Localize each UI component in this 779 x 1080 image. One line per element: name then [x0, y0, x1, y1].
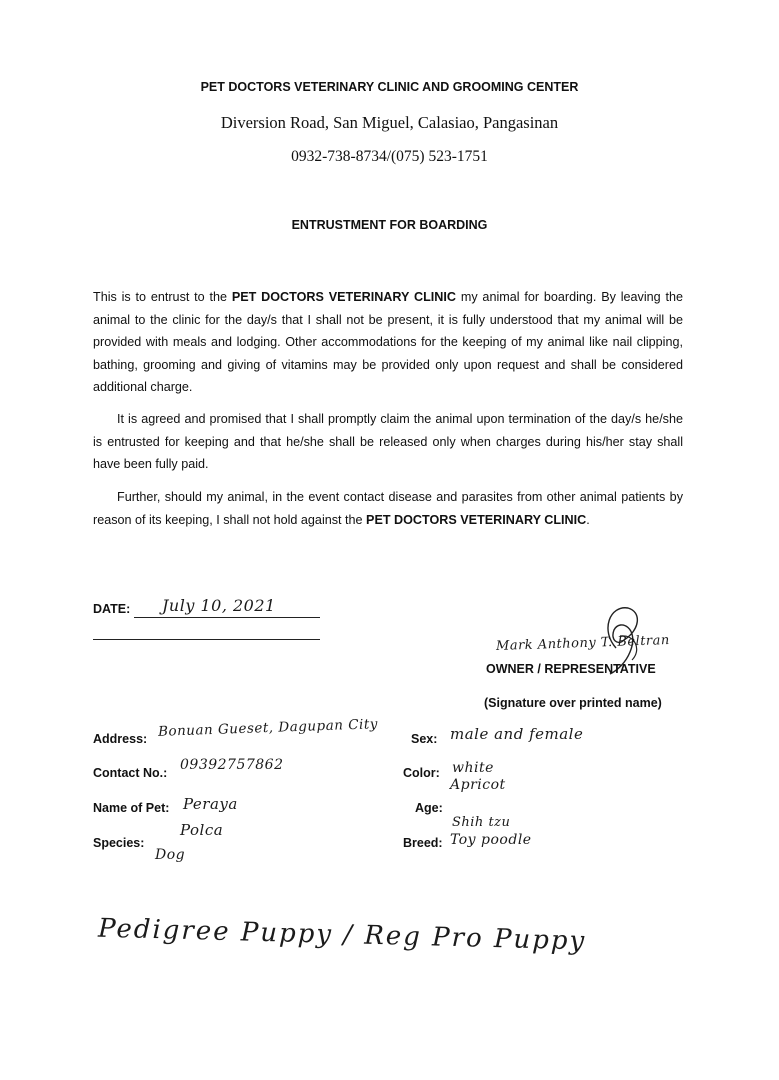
breed-label: Breed: [403, 836, 443, 850]
breed-value-1[interactable]: Shih tzu [452, 815, 511, 830]
clinic-address: Diversion Road, San Miguel, Calasiao, Pangasinan [220, 113, 559, 132]
breed-value-2[interactable]: Toy poodle [450, 832, 532, 848]
color-label: Color: [403, 766, 440, 780]
pet-name-value-1[interactable]: Peraya [183, 795, 238, 813]
bottom-handwritten-note[interactable]: Pedigree Puppy / Reg Pro Puppy [97, 913, 587, 957]
clinic-name: PET DOCTORS VETERINARY CLINIC AND GROOMING CENTER [200, 80, 579, 94]
color-value-2[interactable]: Apricot [450, 777, 506, 793]
species-value[interactable]: Dog [155, 847, 186, 863]
age-label: Age: [415, 801, 443, 815]
paragraph-liability: Further, should my animal, in the event contact disease and parasites from other animal patients by reason of its keeping, I shall not hold against the PET DOCTORS VETERINARY CLINIC. [93, 490, 683, 527]
pet-name-value-2[interactable]: Polca [180, 821, 224, 839]
owner-handwritten-name[interactable]: Mark Anthony T. Beltran [495, 632, 671, 655]
signature-line-left [93, 639, 320, 640]
address-label: Address: [93, 732, 148, 746]
contact-label: Contact No.: [93, 766, 168, 780]
paragraph-entrust: This is to entrust to the PET DOCTORS VETERINARY CLINIC my animal for boarding. By leaving the animal to the clinic for the day/s that I shall not be present, it is fully understood that my animal will be provided with meals and lodging. Other accommodations for the keeping of my animal like nail clipping, bathing, grooming and giving of vitamins may be provided only upon request and shall be considered additional charge. [93, 290, 683, 394]
pet-name-label: Name of Pet: [93, 801, 170, 815]
color-value-1[interactable]: white [452, 760, 494, 776]
sex-value[interactable]: male and female [450, 725, 584, 743]
clinic-name-inline: PET DOCTORS VETERINARY CLINIC [366, 512, 587, 527]
sex-label: Sex: [411, 732, 438, 746]
date-underline [134, 617, 320, 618]
date-label: DATE: [93, 602, 131, 616]
owner-label: OWNER / REPRESENTATIVE [486, 662, 656, 676]
signature-note: (Signature over printed name) [484, 696, 662, 710]
clinic-name-inline: PET DOCTORS VETERINARY CLINIC [231, 290, 456, 304]
contact-value[interactable]: 09392757862 [180, 757, 284, 773]
document-title: ENTRUSTMENT FOR BOARDING [291, 218, 488, 232]
clinic-phone: 0932-738-8734/(075) 523-1751 [291, 148, 488, 165]
date-value[interactable]: July 10, 2021 [162, 596, 276, 615]
species-label: Species: [93, 836, 145, 850]
address-value[interactable]: Bonuan Gueset, Dagupan City [157, 716, 379, 740]
paragraph-claim: It is agreed and promised that I shall promptly claim the animal upon termination of the day/s he/she is entrusted for keeping and that he/she shall be released only when charges during his/her stay shall have been fully paid. [93, 412, 683, 471]
